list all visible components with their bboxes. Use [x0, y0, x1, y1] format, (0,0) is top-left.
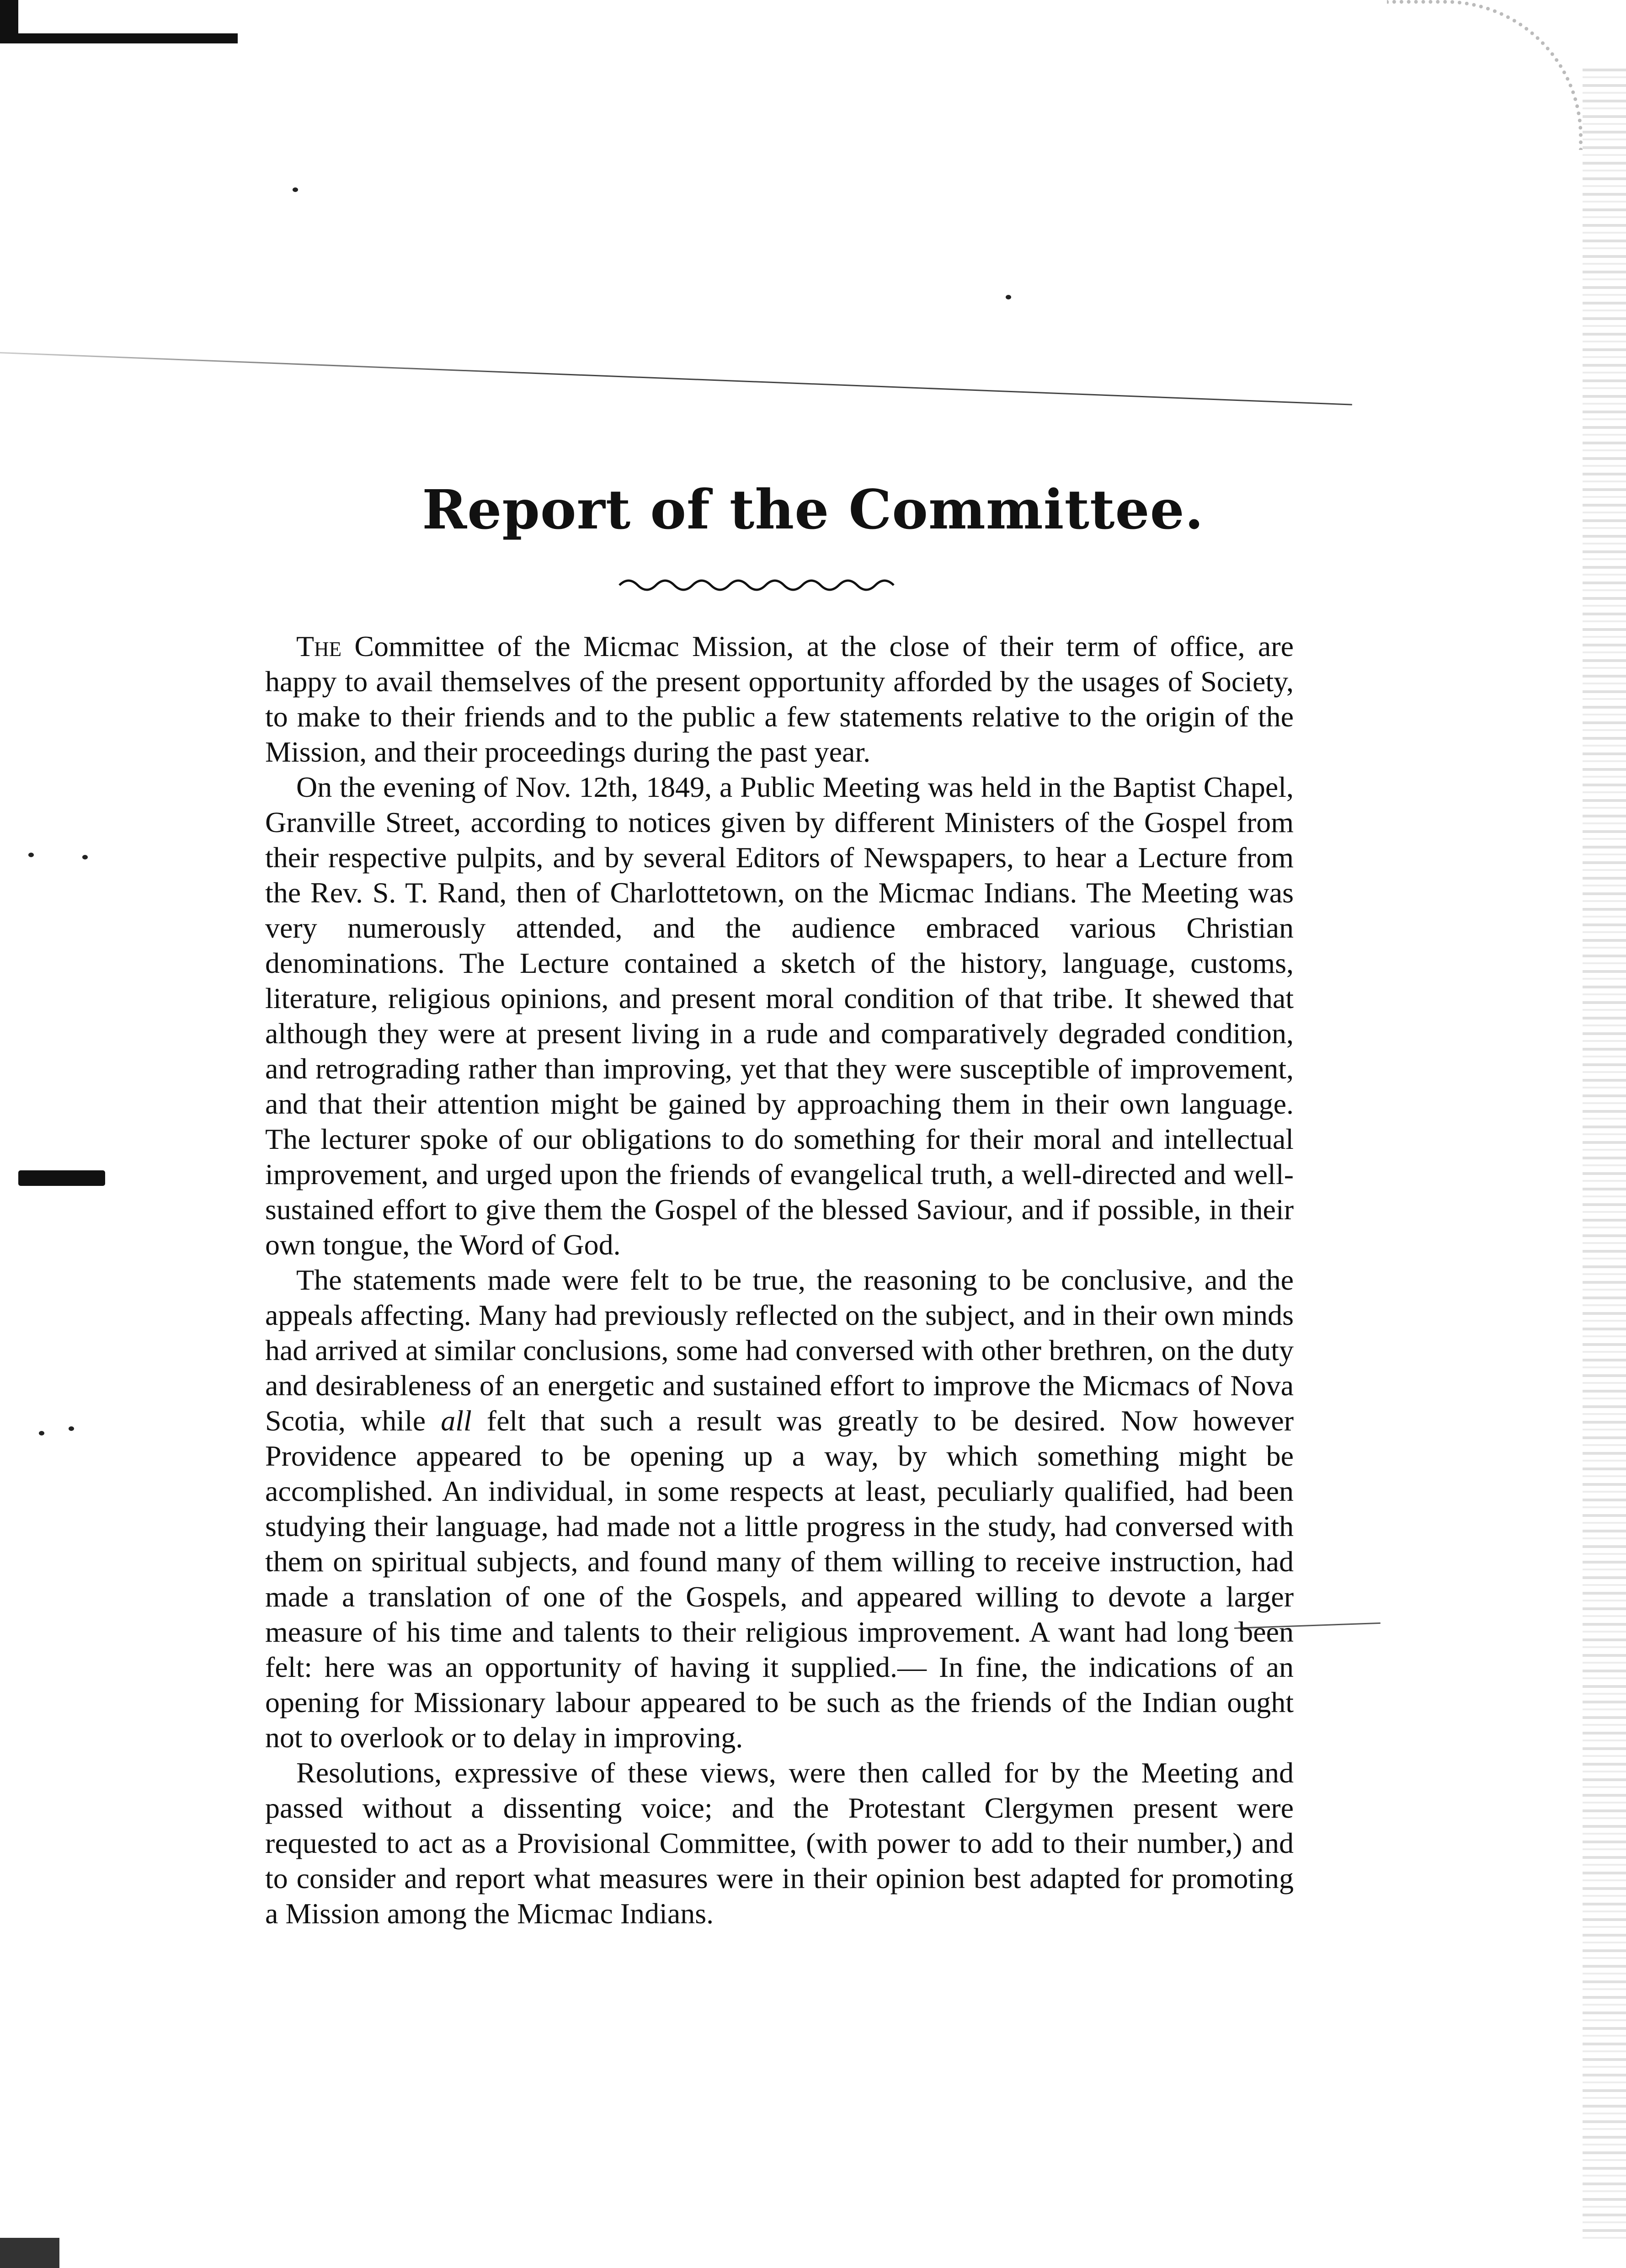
ink-speck: [39, 1431, 44, 1436]
ink-speck: [82, 855, 88, 859]
report-body: [265, 629, 1294, 1931]
paragraph-resolutions: Resolutions, expressive of these views, were then called for by the Meeting and passed without a dissenting voice; and the Protestant Clergymen present were requested to act as a Provisional Committee, (with power to add to their number,) and to consider and report what measures were in their opinion best adapted for promoting a Mission among the Micmac Indians.: [265, 1756, 1294, 1930]
title-ornament: [617, 574, 896, 592]
ink-speck: [69, 1426, 74, 1431]
paragraph-text: Committee of the Micmac Mission, at the close of their term of office, are happy to avail themselves of the present opportunity afforded by the usages of Society, to make to their friends and to the public a few statements relative to the origin of the Mission, and their proceedings during the past year.: [265, 630, 1294, 768]
scan-rule-line: [0, 352, 1352, 406]
lead-word: The: [296, 630, 342, 662]
ink-speck: [28, 853, 34, 857]
paragraph-text: felt that such a result was greatly to be desired. Now however Providence appeared to be opening up a way, by which something might be accomplished. An individual, in some respects at least, peculiarly qualified, had been studying their language, had made not a little progress in the study, had conversed with them on spiritual subjects, and found many of them willing to receive instruction, had made a translation of one of the Gospels, and appeared willing to devote a larger measure of his time and talents to their religious improvement. A want had long been felt: here was an opportunity of having it supplied.— In fine, the indications of an opening for Missionary labour appeared to be such as the friends of the Indian ought not to overlook or to delay in improving.: [265, 1404, 1294, 1754]
paragraph-meeting: On the evening of Nov. 12th, 1849, a Public Meeting was held in the Baptist Chapel, Granville Street, according to notices given by different Ministers of the Gospel from their respective pulpits, and by several Editors of Newspapers, to hear a Lecture from the Rev. S. T. Rand, then of Charlottetown, on the Micmac Indians. The Meeting was very numerously attended, and the audience embraced various Christian denominations. The Lecture contained a sketch of the history, language, customs, literature, religious opinions, and present moral condition of that tribe. It shewed that although they were at present living in a rude and comparatively degraded condition, and retrograding rather than improving, yet that they were susceptible of improvement, and that their attention might be gained by approaching them in their own language. The lecturer spoke of our obligations to do something for their moral and intellectual improvement, and urged upon the friends of evangelical truth, a well-directed and well-sustained effort to give them the Gospel of the blessed Saviour, and if possible, in their own tongue, the Word of God.: [265, 771, 1294, 1261]
emphasis-word: all: [441, 1404, 472, 1437]
page-edge-noise: [1583, 69, 1626, 2240]
page-corner-noise: [1387, 0, 1583, 150]
scan-edge-mark: [0, 2238, 59, 2268]
paragraph-statements: [265, 1262, 1294, 1755]
ink-speck: [1006, 295, 1011, 299]
paragraph-text: The statements made were felt to be true, the reasoning to be conclusive, and the appeals affecting. Many had previously reflected on the subject, and in their own minds had arrived at similar conclusions, some had conversed with other brethren, on the duty and desirableness of an energetic and sustained effort to improve the Micmacs of Nova Scotia, while: [265, 1264, 1294, 1437]
scan-edge-mark: [0, 0, 238, 43]
paragraph-intro: [265, 629, 1294, 769]
ink-speck: [293, 187, 298, 192]
ink-blot: [18, 1170, 105, 1186]
page-title: Report of the Committee.: [422, 478, 1204, 541]
